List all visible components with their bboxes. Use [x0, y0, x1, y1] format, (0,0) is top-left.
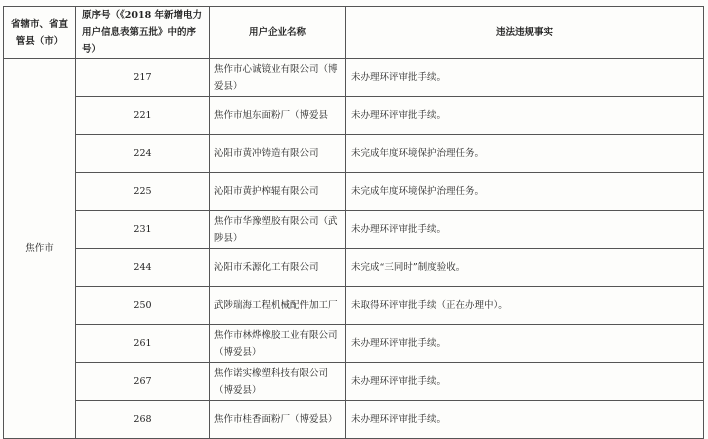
- company-cell: 焦作市桂香面粉厂（博爱县）: [210, 401, 346, 439]
- header-violation: 违法违规事实: [346, 7, 704, 59]
- table-body: [4, 59, 704, 439]
- company-cell: 沁阳市禾源化工有限公司: [210, 249, 346, 287]
- violation-cell: 未办理环评审批手续。: [346, 363, 704, 401]
- company-cell: 焦作市华豫塑胶有限公司（武陟县）: [210, 211, 346, 249]
- seq-cell: 261: [76, 325, 210, 363]
- table-row: [4, 173, 704, 211]
- seq-cell: 217: [76, 59, 210, 97]
- seq-cell: 268: [76, 401, 210, 439]
- seq-cell: 267: [76, 363, 210, 401]
- company-cell: 武陟瑞海工程机械配件加工厂: [210, 287, 346, 325]
- seq-cell: 250: [76, 287, 210, 325]
- table-row: [4, 325, 704, 363]
- table-header-row: [4, 7, 704, 59]
- company-cell: 焦作市心诚镜业有限公司（博爱县）: [210, 59, 346, 97]
- header-province: 省辖市、省直管县（市）: [4, 7, 76, 59]
- seq-cell: 231: [76, 211, 210, 249]
- table-row: [4, 135, 704, 173]
- violation-cell: 未办理环评审批手续。: [346, 401, 704, 439]
- company-cell: 焦作市旭东面粉厂（博爱县: [210, 97, 346, 135]
- violation-cell: 未办理环评审批手续。: [346, 211, 704, 249]
- region-cell: 焦作市: [4, 59, 76, 439]
- seq-cell: 225: [76, 173, 210, 211]
- violation-cell: 未完成年度环境保护治理任务。: [346, 135, 704, 173]
- company-cell: 焦作诺实橡塑科技有限公司（博爱县）: [210, 363, 346, 401]
- violation-cell: 未取得环评审批手续（正在办理中）。: [346, 287, 704, 325]
- seq-cell: 224: [76, 135, 210, 173]
- table-row: [4, 363, 704, 401]
- table-row: [4, 211, 704, 249]
- table-row: [4, 97, 704, 135]
- seq-cell: 244: [76, 249, 210, 287]
- company-cell: 焦作市林烨橡胶工业有限公司（博爱县）: [210, 325, 346, 363]
- header-company: 用户企业名称: [210, 7, 346, 59]
- violation-cell: 未办理环评审批手续。: [346, 97, 704, 135]
- company-cell: 沁阳市黄冲铸造有限公司: [210, 135, 346, 173]
- violation-table: [3, 6, 704, 439]
- violation-cell: 未完成“三同时”制度验收。: [346, 249, 704, 287]
- violation-cell: 未办理环评审批手续。: [346, 325, 704, 363]
- company-cell: 沁阳市黄护榨辊有限公司: [210, 173, 346, 211]
- violation-cell: 未完成年度环境保护治理任务。: [346, 173, 704, 211]
- table-row: [4, 59, 704, 97]
- violation-cell: 未办理环评审批手续。: [346, 59, 704, 97]
- seq-cell: 221: [76, 97, 210, 135]
- table-row: [4, 287, 704, 325]
- header-seq: 原序号（《2018 年新增电力用户信息表第五批》中的序号）: [76, 7, 210, 59]
- table-row: [4, 401, 704, 439]
- table-row: [4, 249, 704, 287]
